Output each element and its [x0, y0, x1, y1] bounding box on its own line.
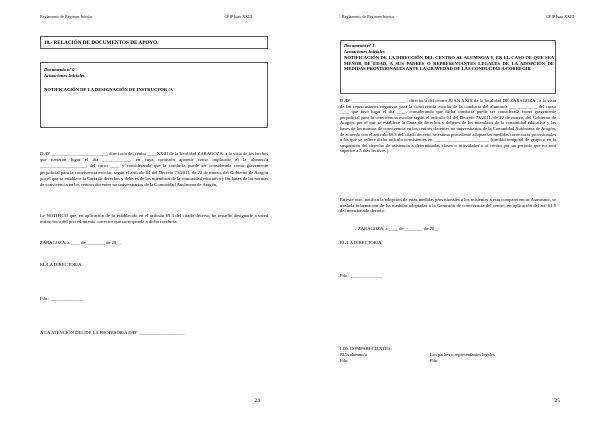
- parents-signature: Fdo:: [430, 358, 439, 363]
- doc-subtitle: Actuaciones Iniciales: [44, 73, 85, 78]
- body-paragraph: D./Dª ________________________, director/a del centro JUAN XXIII de la localidad DE ZARAGOZA , a la vista de las repercusiones negativas para la convivencia escolar de la conducta del alumno/a ____________ del curso ____ que tuvo lugar el día ____, considerando que dicha conducta puede ser considerada como gravemente perjudicial para la convivencia escolar según el artículo 64 del Decreto 73/2011, de 22 de marzo, del Gobierno de Aragón, por el que se establece la Carta de derechos y deberes de los miembros de la comunidad educativa y las bases de las normas de convivencia en los centros docentes no universitarios de la Comunidad Autónoma de Aragón, de acuerdo con el artículo 68.3 del citado decreto, se estima procedente adoptar las medidas correctoras provisionales a las que se refiere dicho artículo consistentes en ________________________ (cambio temporal de grupo o en la suspensión del derecho de asistencia a determinadas clases o actividades o al centro por un periodo que no será superior a 5 días lectivos ): [340, 98, 556, 154]
- section-title-box: [40, 36, 268, 49]
- parents-label: Los padres o representantes legales: [430, 352, 495, 357]
- appearing-title: LOS COMPARECIENTES:: [340, 346, 392, 351]
- page-number: 25: [554, 398, 560, 404]
- header-right-text: CEIP Juan XXIII: [224, 14, 252, 19]
- student-signature: Fdo:: [340, 358, 349, 363]
- document-header-box: [340, 40, 556, 94]
- signature-line: Fdo.: ______________: [340, 273, 383, 278]
- header-right-text: CEIP Juan XXIII: [546, 14, 574, 19]
- doc-title: NOTIFICACIÓN DE LA DESIGNACIÓN DE INSTRUCTOR /A: [44, 87, 173, 92]
- body-paragraph: D./Dª ________________________, director/a del centro ____XXIII de la localidad ZARAGOZA, a la vista de los hechos que tuvieron lugar el día ____________, en cuya comisión aparece como implicado el la alumno/a ____________________, del curso ____ y considerando que la conducta puede ser considerada como gravemente perjudicial para la convivencia escolar, según el artículo 64 del Decreto 73/2011, de 22 de marzo, del Gobierno de Aragón por el que se establece la Carta de derechos y deberes de los miembros de la comunidad educativa y las bases de las normas de convivencia en los centros docentes no universitarios de la Comunidad Autónoma de Aragón,: [40, 151, 268, 188]
- doc-number: Documento nº 0: [44, 67, 75, 72]
- doc-title: NOTIFICACIÓN DE LA DIRECCIÓN DEL CENTRO AL ALUMNO/A Y, EN EL CASO DE QUE SEA MENOR DE EDAD, A SUS PADRES O REPRESENTANTES LEGALES DE LA ADOPCIÓN DE MEDIDAS PROVISIONALES ANTE LA GRAVEDAD DE LAS CONDUCTAS A CORREGIR: [344, 55, 554, 72]
- section-title: 10.- RELACIÓN DE DOCUMENTOS DE APOYO.: [44, 40, 159, 46]
- date-line: ZARAGOZA, a ____ de ________ de 20__.: [40, 240, 122, 245]
- signer-title: EL/LA DIRECTOR/A,: [340, 240, 383, 245]
- document-header-box: [40, 62, 268, 128]
- header-left-text: Reglamento de Régimen Interior: [342, 14, 395, 19]
- notification-paragraph: Le NOTIFICO que, en aplicación de lo establecido en el artículo 69.3 del citado decreto, he resuelto designarle a usted instructor/a del procedimiento corrector que corresponda a dicha conducta.: [40, 213, 268, 225]
- doc-number: Documento nº 1: [344, 43, 375, 48]
- date-line: ZARAGOZA, a ____ de ________ de 20__.: [358, 226, 440, 231]
- header-left-text: Reglamento de Régimen Interior: [40, 14, 93, 19]
- student-label: El/la alumno/a: [340, 352, 367, 357]
- page-right: [300, 0, 600, 424]
- signer-title: EL/LA DIRECTOR/A: [40, 262, 82, 267]
- notification-paragraph: En este acto, notifico la adopción de estas medidas provisionales a los asistentes a esta comparecencia. Asimismo, se traslada información de las medidas adoptadas a la Comisión de convivencia del centro, en aplicación del art. 61.5 del mencionado decreto.: [340, 197, 556, 214]
- attention-line: A LA ATENCIÓN DEL/DE LA PROFESOR/A D/Dª ____________________: [40, 330, 185, 335]
- doc-subtitle: Actuaciones Iniciales: [344, 49, 385, 54]
- signature-line: Fdo.: ______________: [40, 296, 83, 301]
- page-number: 24: [254, 398, 260, 404]
